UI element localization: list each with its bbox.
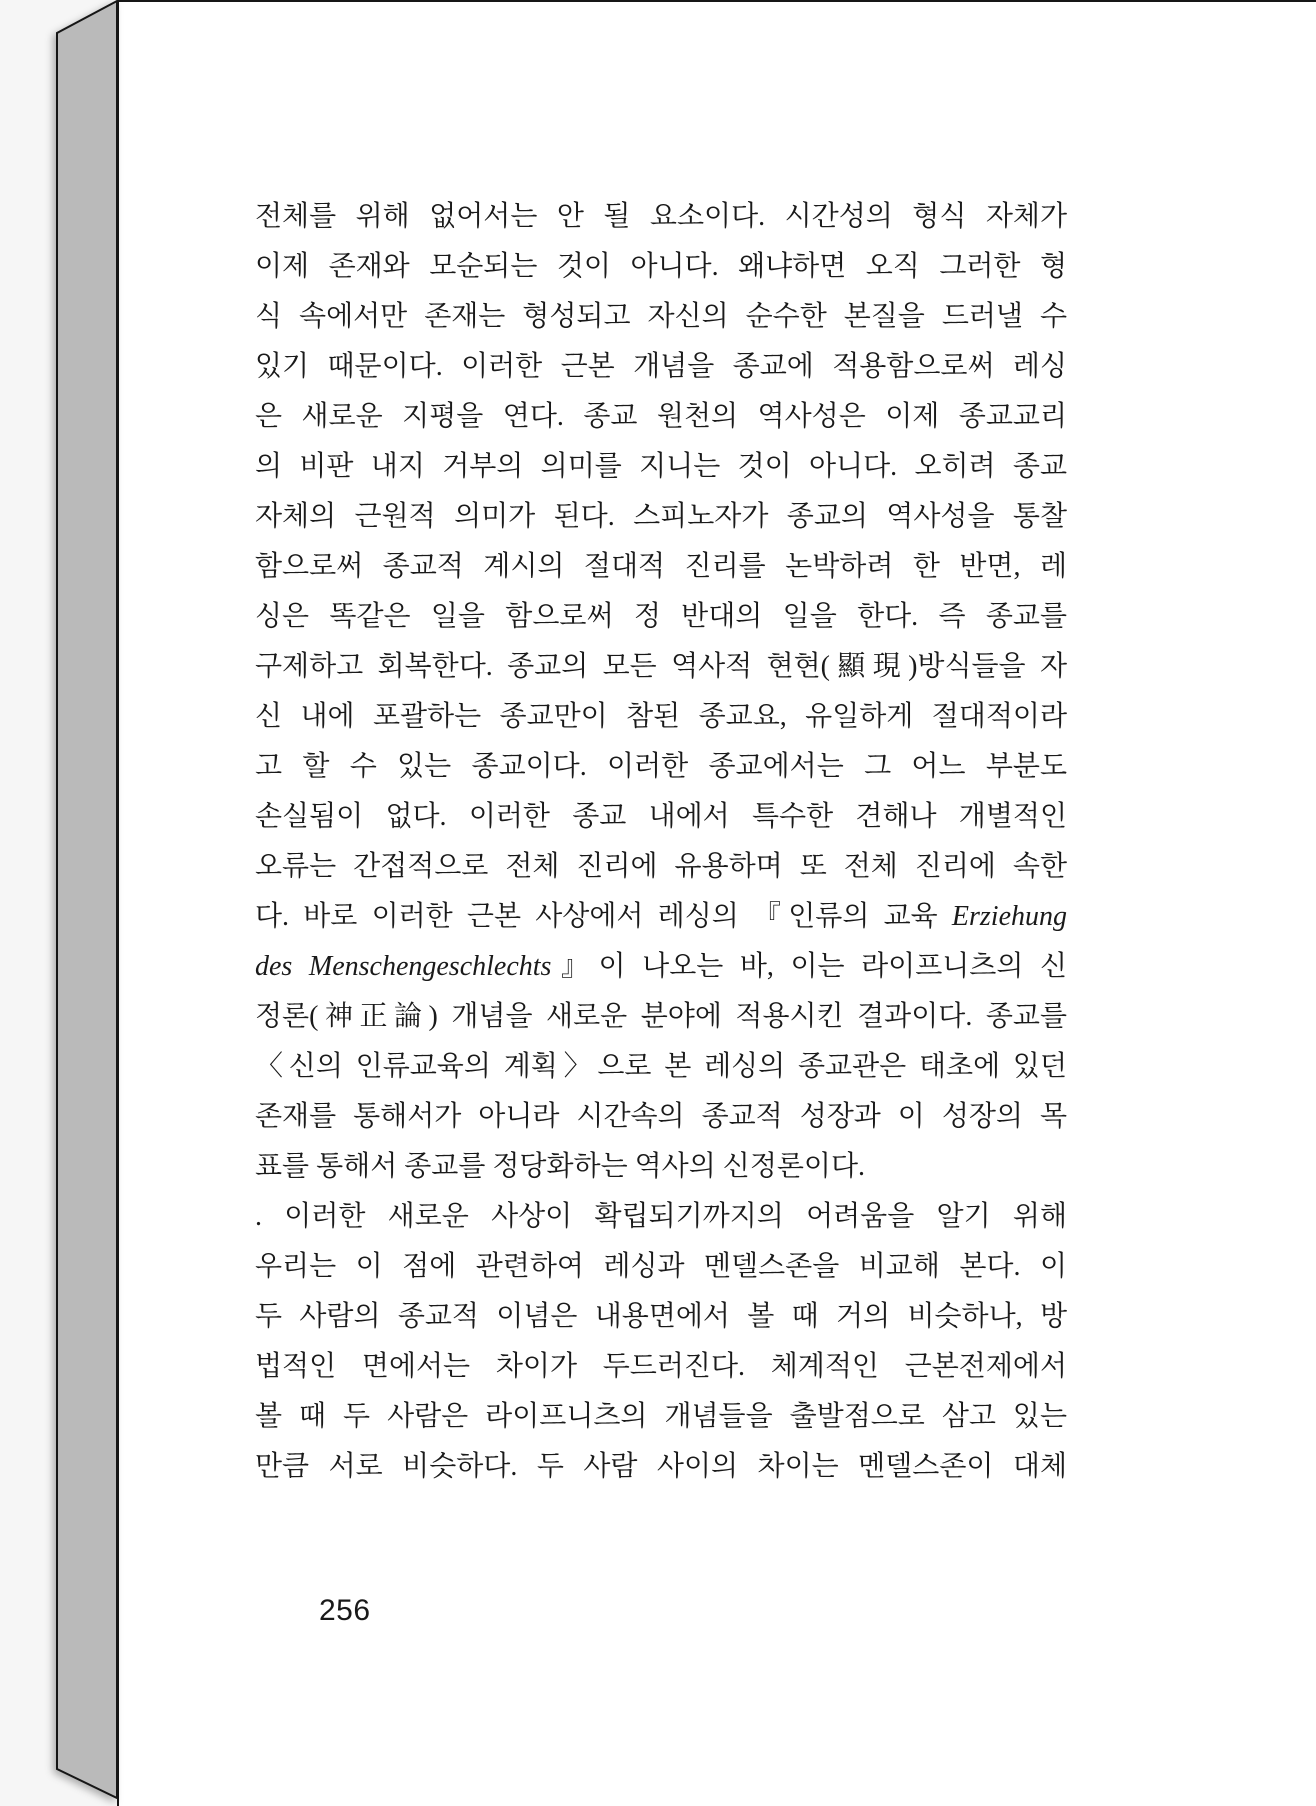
text-line	[255, 692, 1067, 742]
text-line	[255, 592, 1067, 642]
fore-edge-polygon	[57, 1, 117, 1798]
text-line	[255, 942, 1067, 992]
page-number: 256	[319, 1594, 371, 1627]
text-line	[255, 1092, 1067, 1142]
text-line	[255, 192, 1067, 242]
korean-text: 손실됨이 없다. 이러한 종교 내에서 특수한 견해나 개별적인	[255, 801, 1067, 832]
text-line	[255, 792, 1067, 842]
text-line	[255, 1342, 1067, 1392]
korean-text: 함으로써 종교적 계시의 절대적 진리를 논박하려 한 반면, 레	[255, 551, 1067, 582]
korean-text: 있기 때문이다. 이러한 근본 개념을 종교에 적용함으로써 레싱	[255, 351, 1067, 382]
text-line	[255, 892, 1067, 942]
korean-text: 이러한 새로운 사상이 확립되기까지의 어려움을 알기 위해	[284, 1201, 1068, 1232]
korean-text: 은 새로운 지평을 연다. 종교 원천의 역사성은 이제 종교교리	[255, 401, 1067, 432]
korean-text: 〈신의 인류교육의 계획〉으로 본 레싱의 종교관은 태초에 있던	[255, 1051, 1067, 1082]
korean-text: 두 사람의 종교적 이념은 내용면에서 볼 때 거의 비슷하나, 방	[255, 1301, 1067, 1332]
korean-text: .	[255, 1201, 285, 1232]
korean-text: 싱은 똑같은 일을 함으로써 정 반대의 일을 한다. 즉 종교를	[255, 601, 1067, 632]
text-line	[255, 292, 1067, 342]
text-line	[255, 1442, 1067, 1492]
book-page	[117, 0, 1316, 1806]
text-line	[255, 442, 1067, 492]
text-line	[255, 842, 1067, 892]
text-line	[255, 642, 1067, 692]
korean-text: 구제하고 회복한다. 종교의 모든 역사적 현현(顯現)방식들을 자	[255, 651, 1067, 682]
latin-italic-text: des Menschengeschlechts	[255, 951, 552, 982]
text-line	[255, 992, 1067, 1042]
korean-text: 정론(神正論) 개념을 새로운 분야에 적용시킨 결과이다. 종교를	[255, 1001, 1067, 1032]
text-line	[255, 1392, 1067, 1442]
korean-text: 존재를 통해서가 아니라 시간속의 종교적 성장과 이 성장의 목	[255, 1101, 1067, 1132]
korean-text: 신 내에 포괄하는 종교만이 참된 종교요, 유일하게 절대적이라	[255, 701, 1067, 732]
korean-text: 고 할 수 있는 종교이다. 이러한 종교에서는 그 어느 부분도	[255, 751, 1067, 782]
korean-text: 전체를 위해 없어서는 안 될 요소이다. 시간성의 형식 자체가	[255, 201, 1067, 232]
text-line	[255, 392, 1067, 442]
text-line	[255, 542, 1067, 592]
latin-italic-text: Erziehung	[951, 901, 1067, 932]
text-line	[255, 1192, 1067, 1242]
text-line	[255, 1292, 1067, 1342]
korean-text: 』이 나오는 바, 이는 라이프니츠의 신	[551, 951, 1067, 982]
korean-text: 만큼 서로 비슷하다. 두 사람 사이의 차이는 멘델스존이 대체	[255, 1451, 1067, 1482]
text-block	[255, 192, 1067, 1492]
korean-text: 표를 통해서 종교를 정당화하는 역사의 신정론이다.	[255, 1151, 866, 1182]
text-line	[255, 492, 1067, 542]
korean-text: 법적인 면에서는 차이가 두드러진다. 체계적인 근본전제에서	[255, 1351, 1067, 1382]
text-line	[255, 742, 1067, 792]
korean-text: 식 속에서만 존재는 형성되고 자신의 순수한 본질을 드러낼 수	[255, 301, 1067, 332]
text-line	[255, 342, 1067, 392]
text-line	[255, 1142, 1067, 1192]
text-line	[255, 1242, 1067, 1292]
korean-text: 볼 때 두 사람은 라이프니츠의 개념들을 출발점으로 삼고 있는	[255, 1401, 1067, 1432]
korean-text: 우리는 이 점에 관련하여 레싱과 멘델스존을 비교해 본다. 이	[255, 1251, 1067, 1282]
korean-text: 자체의 근원적 의미가 된다. 스피노자가 종교의 역사성을 통찰	[255, 501, 1067, 532]
text-line	[255, 1042, 1067, 1092]
text-line	[255, 242, 1067, 292]
korean-text: 이제 존재와 모순되는 것이 아니다. 왜냐하면 오직 그러한 형	[255, 251, 1067, 282]
korean-text: 의 비판 내지 거부의 의미를 지니는 것이 아니다. 오히려 종교	[255, 451, 1067, 482]
korean-text: 다. 바로 이러한 근본 사상에서 레싱의 『인류의 교육	[255, 901, 952, 932]
korean-text: 오류는 간접적으로 전체 진리에 유용하며 또 전체 진리에 속한	[255, 851, 1067, 882]
